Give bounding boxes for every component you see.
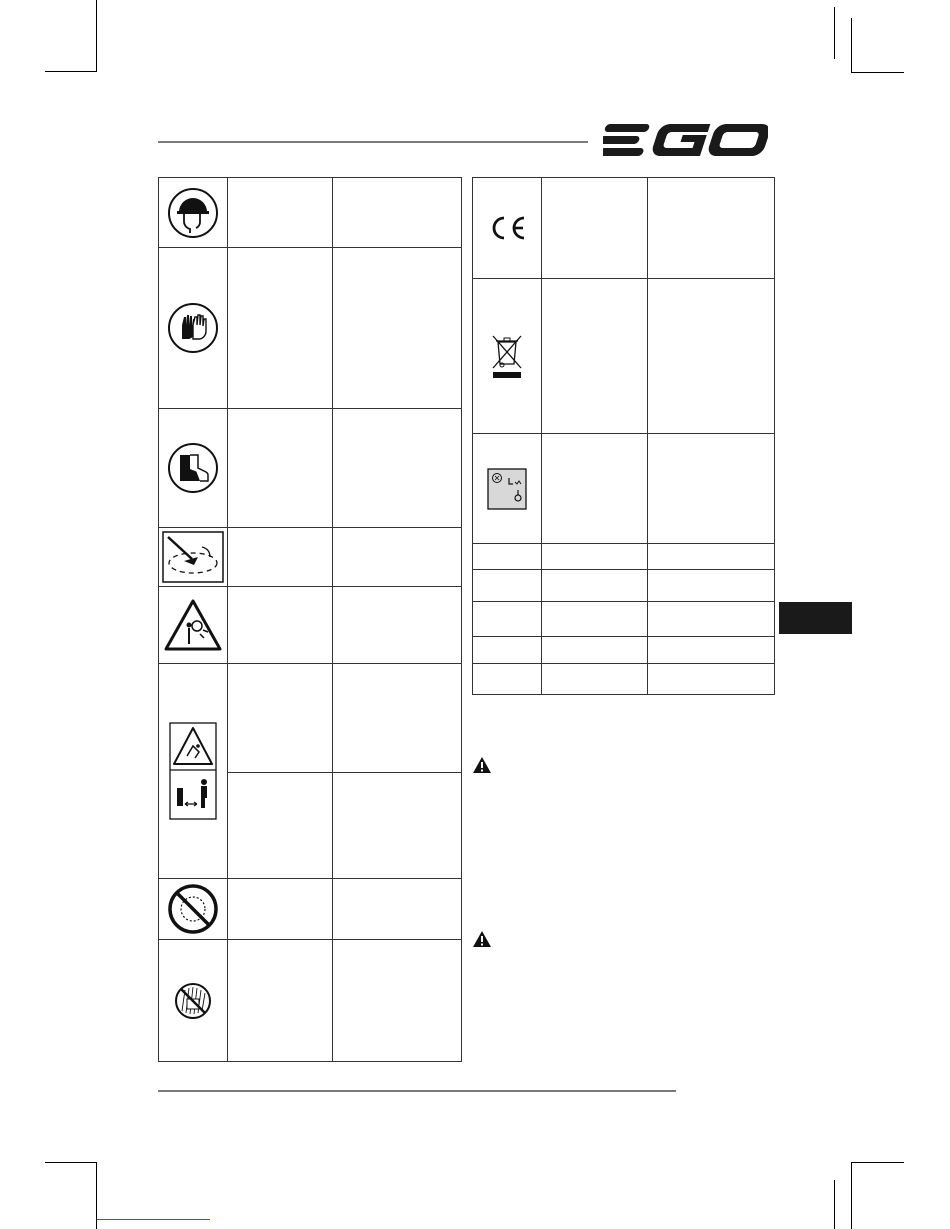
bystander-distance-warning-icon <box>169 722 217 820</box>
icon-cell <box>159 528 228 587</box>
symbol-cell <box>473 544 542 570</box>
table-row <box>159 528 462 587</box>
symbol-name-cell <box>542 434 648 544</box>
crop-mark <box>96 0 97 72</box>
icon-cell <box>159 409 228 528</box>
symbol-meaning-cell <box>333 248 462 409</box>
symbol-meaning-cell <box>333 409 462 528</box>
symbol-name-cell <box>228 879 333 940</box>
symbol-meaning-cell <box>648 602 775 637</box>
no-blade-icon <box>166 882 220 936</box>
crop-mark <box>834 7 835 59</box>
icon-cell <box>159 664 228 879</box>
rotating-blade-hazard-icon <box>162 531 224 583</box>
table-row <box>473 434 775 544</box>
table-row <box>473 279 775 434</box>
icon-cell <box>473 178 542 279</box>
symbol-meaning-cell <box>648 637 775 664</box>
icon-cell <box>159 879 228 940</box>
symbol-cell <box>473 637 542 664</box>
symbol-cell <box>473 602 542 637</box>
symbol-meaning-cell <box>648 544 775 570</box>
symbol-name-cell <box>228 409 333 528</box>
weee-crossed-bin-icon <box>490 332 524 380</box>
symbol-name-cell <box>228 664 333 773</box>
crop-mark <box>851 1162 904 1163</box>
table-row <box>473 664 775 695</box>
symbol-name-cell <box>228 773 333 879</box>
crop-mark <box>45 71 97 72</box>
language-tab <box>779 602 852 634</box>
icon-cell <box>473 279 542 434</box>
crop-mark <box>851 72 904 73</box>
symbol-name-cell <box>228 528 333 587</box>
safety-helmet-icon <box>166 186 220 240</box>
crop-mark <box>834 1180 835 1229</box>
symbol-name-cell <box>542 570 648 602</box>
symbol-meaning-cell <box>648 664 775 695</box>
icon-cell <box>159 248 228 409</box>
symbol-meaning-cell <box>333 940 462 1062</box>
symbol-name-cell <box>542 279 648 434</box>
symbol-meaning-cell <box>648 178 775 279</box>
safety-boots-icon <box>166 441 220 495</box>
symbol-meaning-cell <box>333 879 462 940</box>
table-row <box>473 544 775 570</box>
header-rule <box>158 141 588 143</box>
footer-rule <box>158 1090 676 1092</box>
crop-mark <box>45 1162 97 1163</box>
bottom-link-underline <box>97 1219 210 1220</box>
table-row <box>159 587 462 664</box>
table-row <box>159 940 462 1062</box>
table-row <box>159 664 462 773</box>
symbol-name-cell <box>228 587 333 664</box>
left-symbol-table <box>158 177 462 1062</box>
symbol-name-cell <box>542 602 648 637</box>
symbol-name-cell <box>228 940 333 1062</box>
crop-mark <box>851 1162 852 1229</box>
noise-level-label-icon <box>487 468 527 510</box>
table-row <box>159 879 462 940</box>
symbol-cell <box>473 570 542 602</box>
symbol-meaning-cell <box>648 279 775 434</box>
symbol-name-cell <box>542 664 648 695</box>
icon-cell <box>473 434 542 544</box>
symbol-meaning-cell <box>333 664 462 773</box>
crop-mark <box>851 18 852 73</box>
ego-logo <box>603 122 768 158</box>
symbol-cell <box>473 664 542 695</box>
symbol-meaning-cell <box>333 773 462 879</box>
warning-triangle-icon <box>472 930 492 948</box>
icon-cell <box>159 940 228 1062</box>
symbol-meaning-cell <box>333 587 462 664</box>
table-row <box>473 570 775 602</box>
symbol-meaning-cell <box>333 528 462 587</box>
icon-cell <box>159 587 228 664</box>
do-not-expose-to-rain-icon <box>173 981 213 1021</box>
table-row <box>473 637 775 664</box>
warning-triangle-icon <box>472 756 492 774</box>
table-row <box>159 248 462 409</box>
right-symbol-table <box>472 177 775 695</box>
symbol-meaning-cell <box>648 434 775 544</box>
protective-gloves-icon <box>166 301 220 355</box>
table-row <box>473 602 775 637</box>
symbol-name-cell <box>542 178 648 279</box>
symbol-name-cell <box>542 544 648 570</box>
symbol-meaning-cell <box>333 178 462 248</box>
table-row <box>159 409 462 528</box>
table-row <box>473 178 775 279</box>
ce-mark-icon <box>487 215 527 241</box>
icon-cell <box>159 178 228 248</box>
symbol-name-cell <box>228 248 333 409</box>
symbol-name-cell <box>228 178 333 248</box>
table-row <box>159 178 462 248</box>
thrown-objects-warning-icon <box>163 598 223 652</box>
symbol-meaning-cell <box>648 570 775 602</box>
symbol-name-cell <box>542 637 648 664</box>
